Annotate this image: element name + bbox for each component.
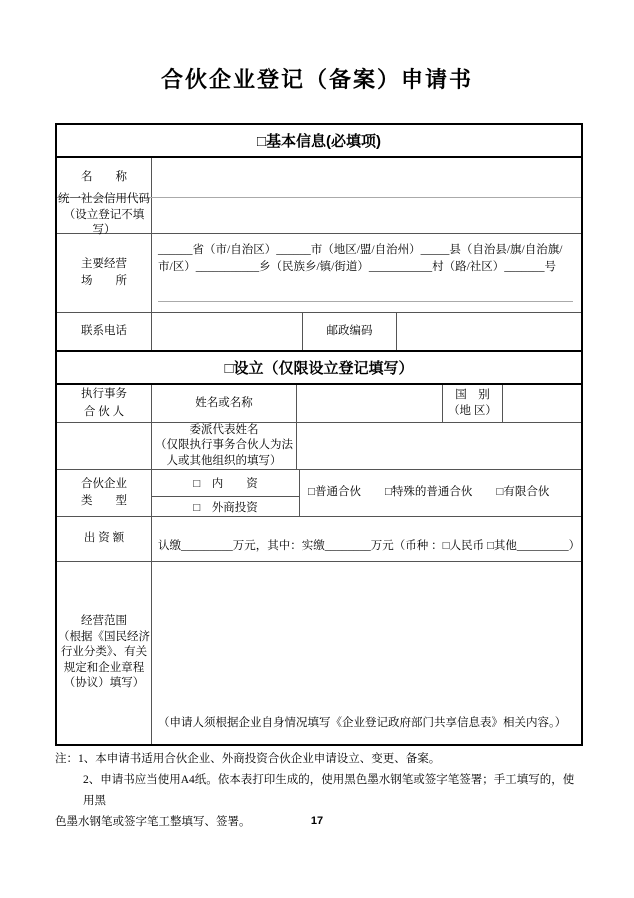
phone-value-cell (152, 313, 303, 350)
executive-partner-label-continued (57, 423, 152, 469)
postal-code-label: 邮政编码 (303, 313, 397, 350)
credit-code-value-cell (152, 198, 581, 233)
enterprise-type-row (57, 470, 581, 517)
business-scope-value-cell (152, 562, 581, 744)
phone-label: 联系电话 (57, 313, 152, 350)
contribution-label: 出 资 额 (57, 517, 152, 561)
business-scope-row (57, 562, 581, 744)
partnership-kind-options-cell (300, 470, 581, 516)
contribution-value-cell: 认缴_________万元，其中：实缴________万元（币种 ：□人民币 □其他_________） (158, 539, 581, 552)
investment-type-column (152, 470, 300, 516)
page-title: 合伙企业登记（备案）申请书 (160, 67, 473, 92)
contribution-row (57, 517, 581, 562)
address-template-line2: 市/区）___________乡（民族乡/镇/街道）___________村（路/社区）_______号 (158, 261, 557, 274)
representative-name-label: 委派代表姓名 （仅限执行事务合伙人为法 人或其他组织的填写） (152, 423, 297, 469)
credit-code-row (57, 193, 581, 237)
representative-row (57, 423, 581, 470)
general-partnership-checkbox-label: □普通合伙 (308, 486, 361, 499)
country-region-value-cell (503, 385, 581, 422)
business-place-label: 主要经营 场 所 (57, 234, 152, 312)
section-header-establish: □设立（仅限设立登记填写） (57, 352, 581, 385)
address-template-line1: ______省（市/自治区）______市（地区/盟/自治州）_____县（自治县/旗/自治旗/ (158, 244, 563, 256)
business-scope-label: 经营范围 （根据《国民经济 行业分类》、有关 规定和企业章程 （协议）填写） (57, 562, 152, 744)
partner-name-label: 姓名或名称 (152, 385, 297, 422)
representative-name-value-cell (297, 423, 581, 469)
business-place-row (57, 234, 581, 313)
postal-code-value-cell (397, 313, 581, 350)
section-header-basic-info: □基本信息(必填项) (57, 125, 581, 158)
page-number: 17 (310, 815, 324, 827)
domestic-investment-checkbox-label: □ 内 资 (152, 470, 300, 497)
limited-partnership-checkbox-label: □有限合伙 (496, 486, 550, 499)
registration-form-table (55, 123, 583, 746)
contact-row (57, 313, 581, 352)
note-line-3: 色墨水钢笔或签字笔工整填写、签署。 (55, 816, 251, 828)
name-label: 名 称 (57, 158, 152, 197)
business-scope-note: （申请人须根据企业自身情况填写《企业登记政府部门共享信息表》相关内容。） (158, 716, 567, 729)
partner-name-row (57, 385, 581, 423)
name-value-cell (152, 158, 581, 197)
special-general-partnership-checkbox-label: □特殊的普通合伙 (384, 486, 473, 499)
note-line-2: 2、申请书应当使用A4纸。依本表打印生成的，使用黑色墨水钢笔或签字笔签署；手工填写的，使用黑 (83, 774, 575, 807)
country-region-label: 国 别 （地 区） (443, 385, 503, 422)
executive-partner-label: 执行事务 合 伙 人 (57, 385, 152, 422)
note-line-1: 注：1、本申请书适用合伙企业、外商投资合伙企业申请设立、变更、备案。 (55, 753, 441, 765)
address-blank-line (158, 301, 573, 302)
foreign-investment-checkbox-label: □ 外商投资 (152, 497, 300, 516)
credit-code-label: 统一社会信用代码 （设立登记不填写） (58, 193, 150, 237)
enterprise-type-label: 合伙企业 类 型 (57, 470, 152, 516)
business-place-value-cell (152, 234, 581, 312)
partner-name-value-cell (297, 385, 443, 422)
